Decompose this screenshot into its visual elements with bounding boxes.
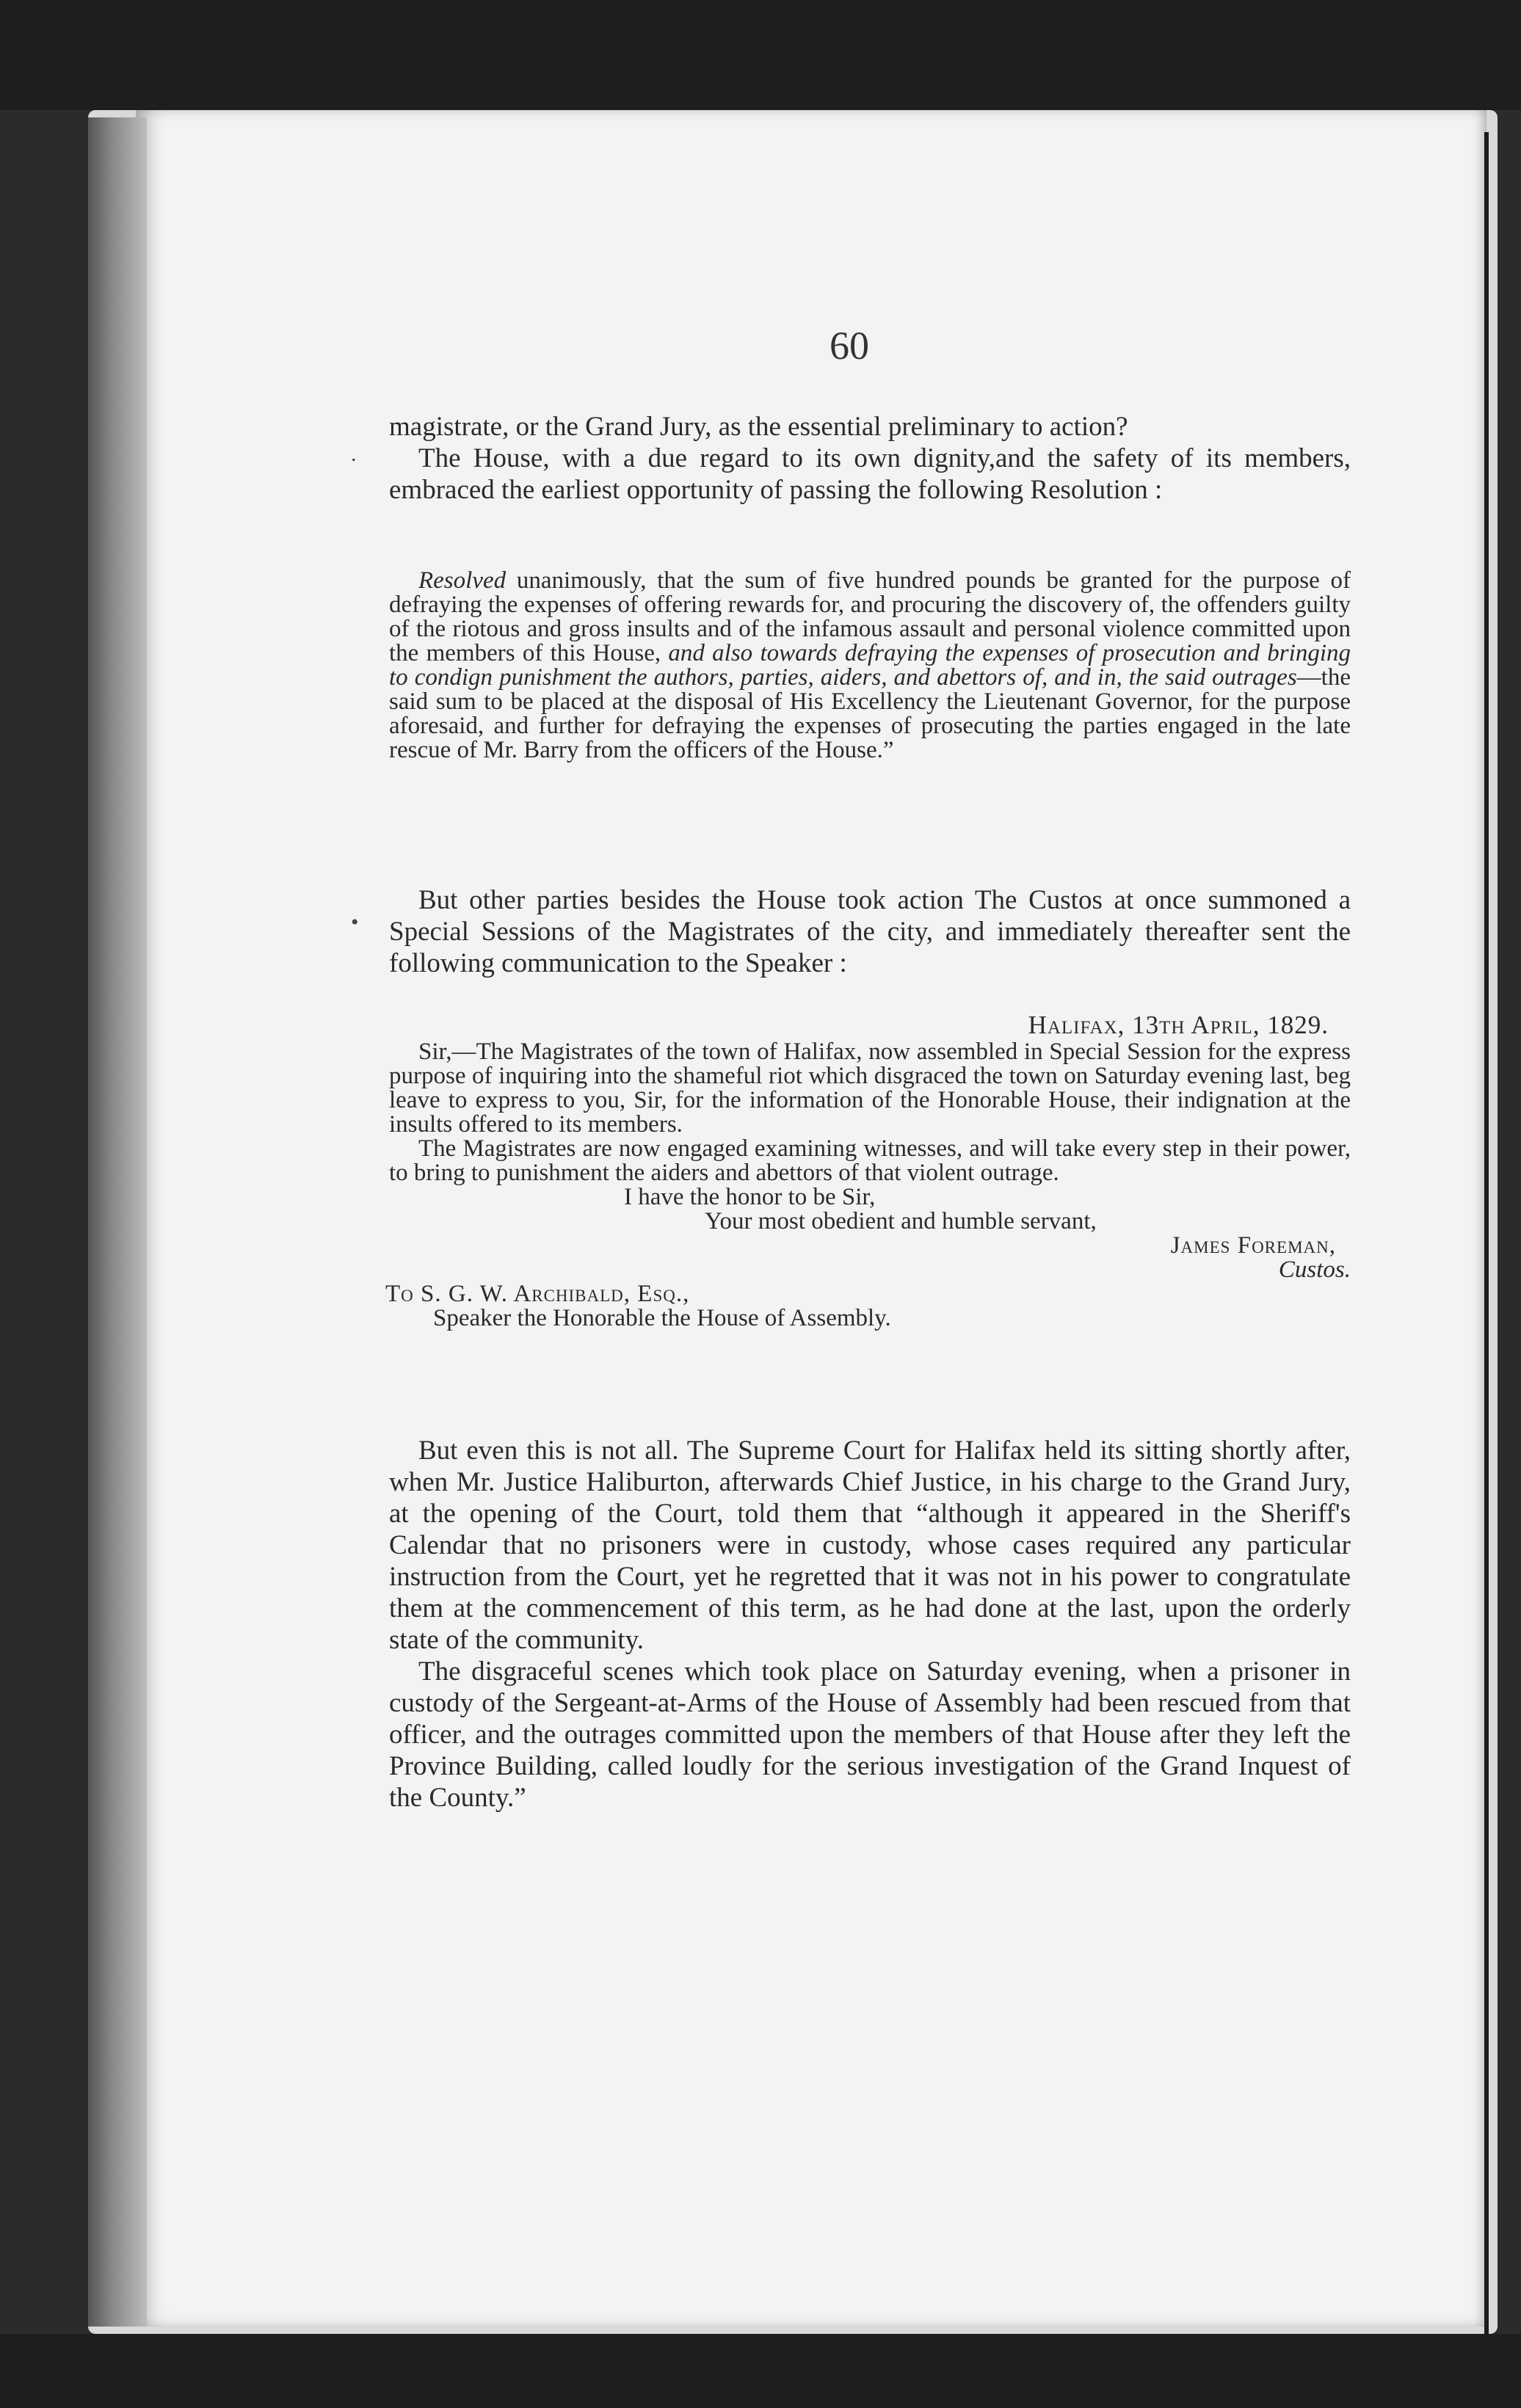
resolution-text: Resolved unanimously, that the sum of five hundred pounds be granted for the purpose of defraying the expenses of offering rewards for, and procuring the discovery of, the offenders guilty of the riotous and gross insults and of the infamous assault and personal violence committed upon the members of this House, and also towards defraying the expenses of prosecution and bringing to condign punishment the authors, parties, aiders, and abettors of, and in, the said outrages—the said sum to be placed at the disposal of His Excellency the Lieutenant Governor, for the purpose aforesaid, and further for defraying the expenses of prosecuting the parties engaged in the late rescue of Mr. Barry from the officers of the House.”	[389, 567, 1351, 763]
book-spine	[88, 117, 147, 2327]
margin-dot: .	[351, 442, 357, 466]
paragraph: The House, with a due regard to its own dignity,and the safety of its members, embraced the earliest opportunity of passing the following Resolution :	[389, 443, 1351, 505]
court-paragraphs	[389, 1435, 1351, 1814]
page-edge-rule	[1484, 132, 1489, 2334]
margin-dot: •	[351, 910, 359, 934]
scan-background-bottom	[0, 2334, 1521, 2408]
letter-addressee: Speaker the Honorable the House of Assembly.	[433, 1305, 891, 1331]
page-number: 60	[830, 324, 869, 368]
paragraph: But other parties besides the House took action The Custos at once summoned a Special Sessions of the Magistrates of the city, and immediately thereafter sent the following communication to the Speaker :	[389, 885, 1351, 978]
letter-closing: I have the honor to be Sir,	[624, 1184, 876, 1210]
letter-body: The Magistrates are now engaged examining witnesses, and will take every step in their power, to bring to punishment the aiders and abettors of that violent outrage.	[389, 1135, 1351, 1186]
paragraph: But even this is not all. The Supreme Court for Halifax held its sitting shortly after, when Mr. Justice Haliburton, afterwards Chief Justice, in his charge to the Grand Jury, at the opening of the Court, told them that “although it appeared in the Sheriff's Calendar that no prisoners were in custody, whose cases required any particular instruction from the Court, yet he regretted that it was not in his power to congratulate them at the commencement of this term, as he had done at the last, upon the orderly state of the community.	[389, 1436, 1351, 1655]
scan-background-top	[0, 0, 1521, 110]
letter-body: Sir,—The Magistrates of the town of Halifax, now assembled in Special Session for the express purpose of inquiring into the shameful riot which disgraced the town on Saturday evening last, beg leave to express to you, Sir, for the information of the Honorable House, their indignation at the insults offered to its members.	[389, 1039, 1351, 1138]
letter-signature: James Foreman,	[1170, 1232, 1336, 1259]
custos-paragraph	[389, 884, 1351, 979]
letter-addressee: To S. G. W. Archibald, Esq.,	[385, 1281, 690, 1307]
magistrates-letter	[385, 1011, 1351, 1331]
letter-dateline: Halifax, 13th April, 1829.	[1028, 1011, 1329, 1039]
paragraph: magistrate, or the Grand Jury, as the essential preliminary to action?	[389, 412, 1128, 442]
resolution-quote	[389, 569, 1351, 763]
opening-paragraphs	[389, 411, 1351, 506]
resolution-lead: Resolved	[418, 567, 507, 594]
letter-signature-title: Custos.	[1278, 1256, 1351, 1283]
paragraph: The disgraceful scenes which took place on Saturday evening, when a prisoner in custody of the Sergeant-at-Arms of the House of Assembly had been rescued from that officer, and the outrages committed upon the members of that House after they left the Province Building, called loudly for the serious investigation of the Grand Inquest of the County.”	[389, 1656, 1351, 1813]
letter-closing: Your most obedient and humble servant,	[705, 1208, 1097, 1234]
